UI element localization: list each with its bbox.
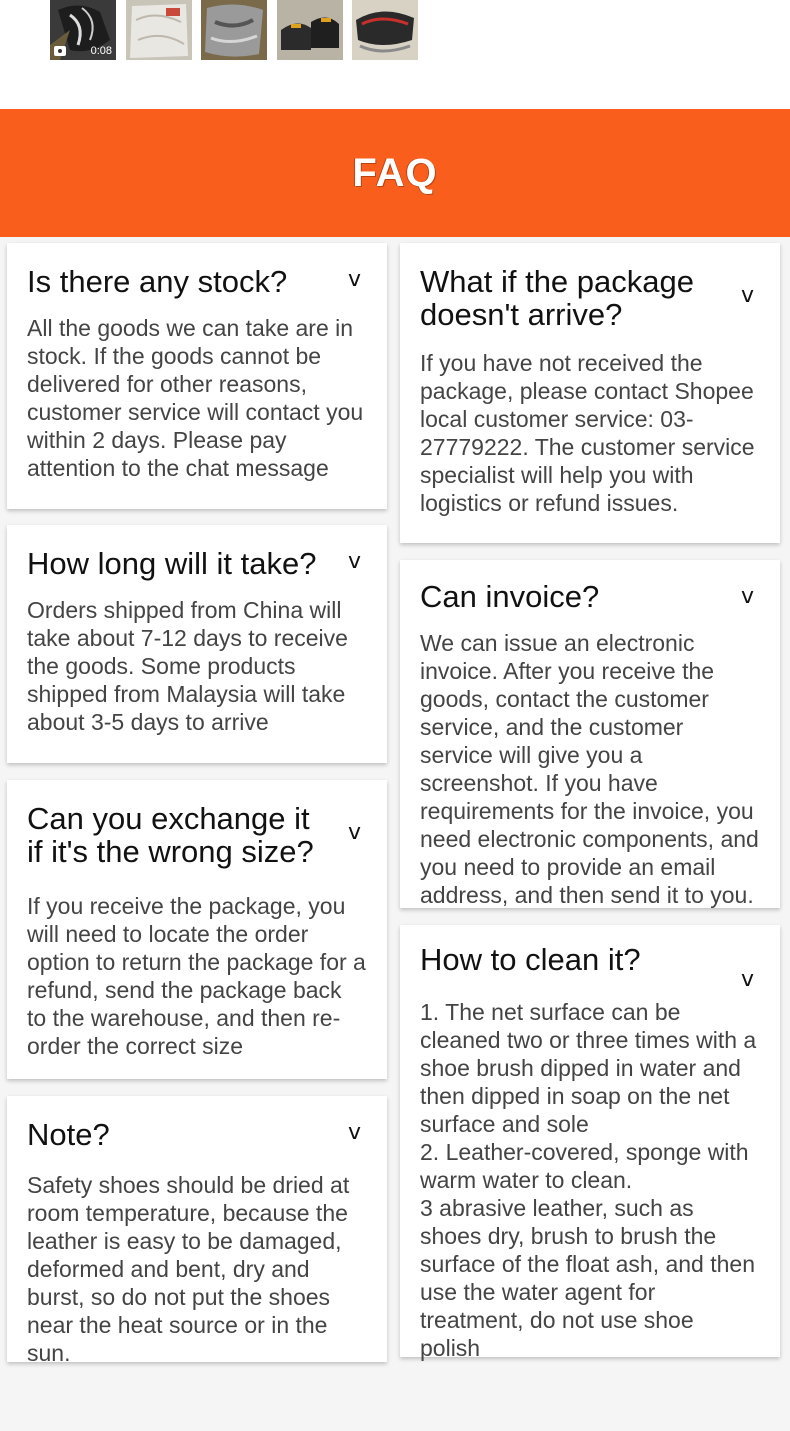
faq-answer: We can issue an electronic invoice. After you receive the goods, contact the customer service, and the customer service will give you a screenshot. If you have requirements for the invoice, you need electronic components, and you need to provide an email address, and then send it to you. — [420, 630, 759, 908]
faq-question: Is there any stock? — [27, 264, 288, 299]
video-duration: 0:08 — [90, 45, 112, 57]
faq-answer: Safety shoes should be dried at room temperature, because the leather is easy to be damaged, deformed and bent, dry and burst, so do not put the shoes near the heat source or in the sun. — [27, 1172, 350, 1366]
faq-card-note[interactable] — [7, 1096, 387, 1366]
faq-answer-line: 1. The net surface can be cleaned two or three times with a shoe brush dipped in water and then dipped in soap on the net surface and sole — [420, 999, 757, 1137]
faq-question-row[interactable] — [420, 560, 760, 613]
faq-answer: If you have not received the package, please contact Shopee local customer service: 03-27779222. The customer service specialist will help you with logistics or refund issues. — [420, 350, 755, 516]
shoes-photo-image — [277, 0, 343, 60]
package-photo-image — [126, 0, 192, 60]
chevron-down-icon[interactable]: v — [347, 1120, 361, 1145]
faq-answer — [420, 998, 760, 1362]
faq-answer: All the goods we can take are in stock. If the goods cannot be delivered for other reasons, customer service will contact you within 2 days. Please pay attention to the chat message — [27, 315, 364, 481]
faq-card-exchange-size[interactable] — [7, 780, 387, 1079]
video-badge — [50, 42, 116, 60]
faq-question: How long will it take? — [27, 546, 317, 581]
faq-question: Can invoice? — [420, 579, 600, 614]
shoes-photo-image — [352, 0, 418, 60]
faq-title: FAQ — [352, 150, 438, 195]
faq-card-invoice[interactable] — [400, 560, 780, 908]
chevron-down-icon[interactable]: v — [740, 283, 754, 308]
chevron-down-icon[interactable]: v — [347, 549, 361, 574]
photo-thumbnail-3[interactable] — [201, 0, 267, 60]
product-gallery-strip — [0, 0, 790, 109]
faq-question-row[interactable] — [420, 925, 760, 992]
faq-card-delivery-time[interactable] — [7, 525, 387, 763]
photo-thumbnail-4[interactable] — [277, 0, 343, 60]
chevron-down-icon[interactable]: v — [347, 267, 361, 292]
photo-thumbnail-5[interactable] — [352, 0, 418, 60]
chevron-down-icon[interactable]: v — [740, 584, 754, 609]
faq-banner — [0, 109, 790, 237]
faq-question-row[interactable] — [27, 780, 367, 868]
faq-card-cleaning[interactable] — [400, 925, 780, 1361]
faq-question: Can you exchange it if it's the wrong size? — [27, 801, 314, 869]
video-thumbnail[interactable] — [50, 0, 116, 60]
faq-question: How to clean it? — [420, 942, 641, 977]
faq-question: What if the package doesn't arrive? — [420, 264, 694, 332]
package-photo-image — [201, 0, 267, 60]
faq-answer: If you receive the package, you will need to locate the order option to return the package for a refund, send the package back to the warehouse, and then re-order the correct size — [27, 893, 366, 1059]
video-camera-icon — [54, 46, 66, 56]
photo-thumbnail-2[interactable] — [126, 0, 192, 60]
faq-card-package-missing[interactable] — [400, 243, 780, 543]
faq-answer-line: 3 abrasive leather, such as shoes dry, brush to brush the surface of the float ash, and then use the water agent for treatment, do not use shoe polish — [420, 1195, 756, 1361]
faq-answer-line: 2. Leather-covered, sponge with warm water to clean. — [420, 1139, 749, 1193]
faq-card-stock[interactable] — [7, 243, 387, 509]
chevron-down-icon[interactable]: v — [347, 820, 361, 845]
faq-answer: Orders shipped from China will take about 7-12 days to receive the goods. Some products shipped from Malaysia will take about 3-5 days to arrive — [27, 597, 348, 735]
faq-question-row[interactable] — [27, 525, 367, 580]
faq-question: Note? — [27, 1117, 110, 1152]
faq-question-row[interactable] — [27, 243, 367, 298]
faq-question-row[interactable] — [27, 1096, 367, 1151]
chevron-down-icon[interactable]: v — [740, 967, 754, 992]
faq-question-row[interactable] — [420, 243, 760, 331]
